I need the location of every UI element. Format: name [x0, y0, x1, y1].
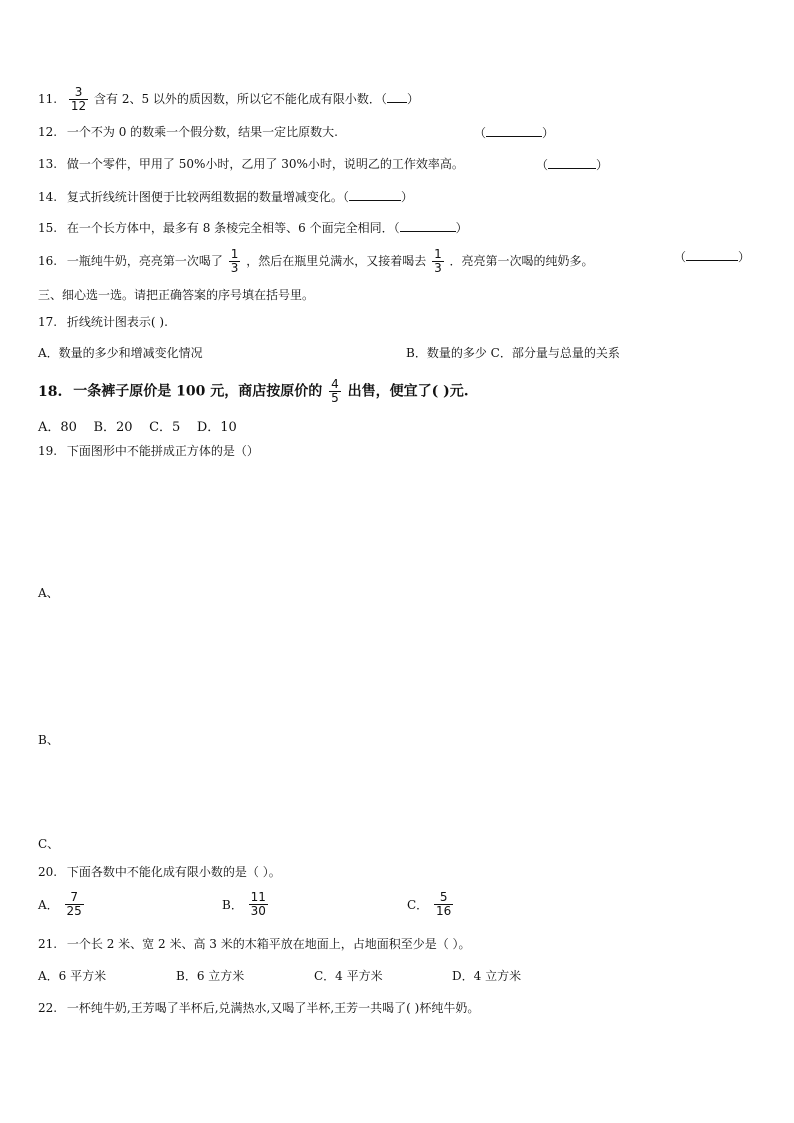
question-17	[38, 314, 168, 330]
options-row[interactable]: A．80 B．20 C．5 D．10	[38, 420, 237, 435]
option-b[interactable]: B．6 立方米	[176, 969, 245, 983]
fraction: $\frac{11}{30}$	[250, 890, 266, 918]
question-number: 21.	[38, 937, 58, 951]
fraction: $\frac{1}{3}$	[434, 247, 442, 275]
question-number: 11.	[38, 92, 58, 106]
fraction: $\frac{1}{3}$	[230, 247, 239, 275]
question-22	[38, 1000, 479, 1016]
option-b[interactable]: B、	[38, 733, 59, 747]
answer-paren: （ ）	[536, 158, 609, 172]
question-number: 19.	[38, 444, 58, 458]
option-c[interactable]: C．4 平方米	[314, 969, 383, 983]
answer-blank[interactable]	[387, 90, 407, 103]
question-number: 13.	[38, 157, 58, 171]
option-c[interactable]: C． $\frac{5}{16}$	[407, 890, 452, 918]
question-text: 在一个长方体中，最多有 8 条棱完全相等、6 个面完全相同．（	[66, 221, 400, 235]
option-a[interactable]: A、	[38, 586, 59, 600]
answer-blank[interactable]	[349, 188, 401, 201]
question-number: 22.	[38, 1001, 58, 1015]
question-19	[38, 443, 259, 459]
option-a[interactable]: A． $\frac{7}{25}$	[38, 890, 82, 918]
question-12	[38, 124, 555, 140]
question-number: 17.	[38, 315, 58, 329]
question-21	[38, 936, 471, 952]
question-text: 做一个零件，甲用了 50%小时，乙用了 30%小时，说明乙的工作效率高。	[66, 157, 464, 171]
fraction: $\frac{4}{5}$	[331, 377, 339, 405]
fraction: $\frac{5}{16}$	[436, 890, 452, 918]
question-text: 一杯纯牛奶,王芳喝了半杯后,兑满热水,又喝了半杯,王芳一共喝了( )杯纯牛奶。	[66, 1001, 480, 1015]
question-text: 一个不为 0 的数乘一个假分数，结果一定比原数大.	[66, 125, 339, 139]
question-18: 18. 一条裤子原价是 100 元，商店按原价的 $\frac{4}{5}$ 出售，便宜了( )元.	[38, 377, 469, 405]
question-16: 16. 一瓶纯牛奶，亮亮第一次喝了 $\frac{1}{3}$ ，然后在瓶里兑满水，又接着喝去 $\frac{1}{3}$ ．亮亮第一次喝的纯奶多。 （ ）	[38, 247, 751, 275]
option-b-c[interactable]: B．数量的多少 C．部分量与总量的关系	[406, 346, 620, 360]
question-number: 18.	[38, 383, 63, 400]
question-11: 11. $\frac{3}{12}$ 含有 2、5 以外的质因数，所以它不能化成有限小数．（ ）	[38, 85, 419, 113]
question-number: 12.	[38, 125, 58, 139]
question-text: 复式折线统计图便于比较两组数据的数量增减变化。（	[66, 190, 349, 204]
answer-blank[interactable]	[686, 248, 738, 261]
question-15: 15. 在一个长方体中，最多有 8 条棱完全相等、6 个面完全相同．（ ）	[38, 221, 468, 235]
fraction: $\frac{7}{25}$	[66, 890, 82, 918]
question-text: 下面各数中不能化成有限小数的是（ ）。	[66, 865, 281, 879]
option-a[interactable]: A．数量的多少和增减变化情况	[38, 346, 203, 360]
question-text: 一个长 2 米、宽 2 米、高 3 米的木箱平放在地面上，占地面积至少是（ ）。	[66, 937, 471, 951]
answer-blank[interactable]	[400, 219, 456, 232]
answer-blank[interactable]	[548, 156, 596, 169]
answer-blank[interactable]	[486, 124, 542, 137]
option-a[interactable]: A．6 平方米	[38, 969, 107, 983]
question-number: 15.	[38, 221, 58, 235]
question-number: 14.	[38, 190, 58, 204]
answer-paren: （ ）	[474, 126, 555, 140]
question-14: 14. 复式折线统计图便于比较两组数据的数量增减变化。（ ）	[38, 190, 413, 204]
question-text: 含有 2、5 以外的质因数，所以它不能化成有限小数．（	[94, 92, 387, 106]
fraction: $\frac{3}{12}$	[70, 85, 87, 113]
option-c[interactable]: C、	[38, 837, 60, 851]
answer-paren: （ ）	[674, 250, 751, 264]
question-number: 16.	[38, 254, 58, 268]
section-heading: 三、细心选一选。请把正确答案的序号填在括号里。	[38, 288, 315, 302]
question-20	[38, 864, 281, 880]
question-text: 下面图形中不能拼成正方体的是（）	[66, 444, 259, 458]
question-number: 20.	[38, 865, 58, 879]
option-b[interactable]: B． $\frac{11}{30}$	[222, 890, 266, 918]
option-d[interactable]: D．4 立方米	[452, 969, 522, 983]
question-text: 折线统计图表示( ).	[66, 315, 168, 329]
question-13	[38, 156, 609, 172]
